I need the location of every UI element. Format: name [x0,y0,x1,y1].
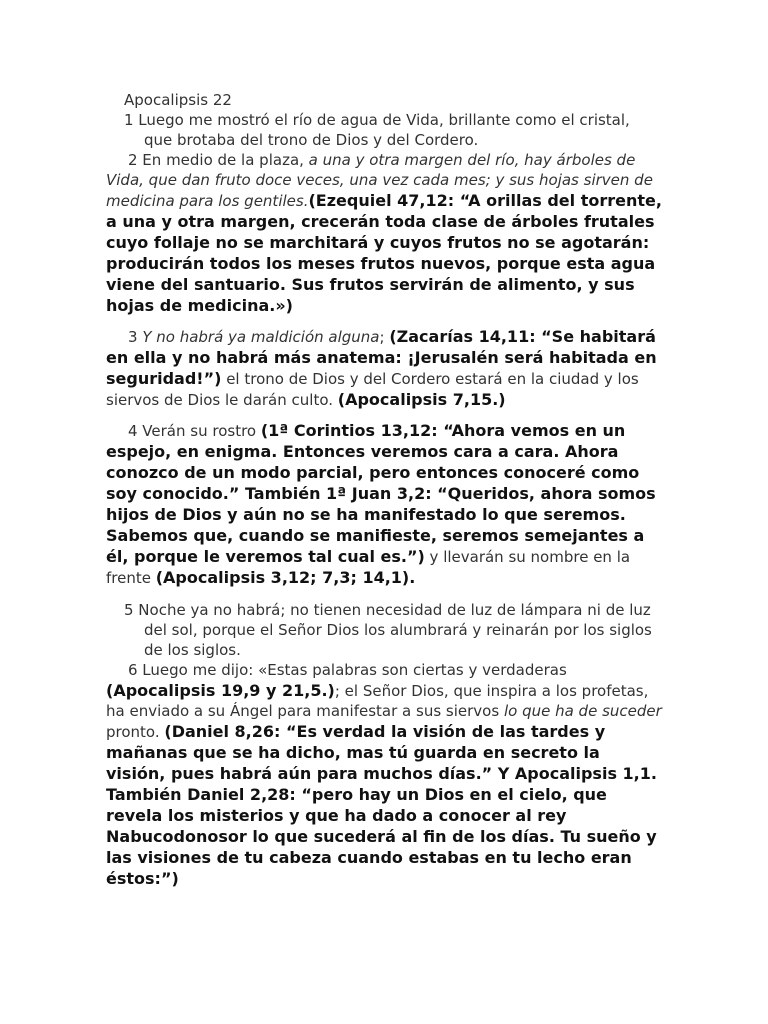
verse-3 [106,326,662,410]
verse-6-text-2: ; el Señor Dios, que inspira a los profetas, ha enviado a su Ángel para manifestar a sus siervos [106,682,649,720]
verse-4-text-1: 4 Verán su rostro [128,422,261,440]
verse-4-reference-2: (Apocalipsis 3,12; 7,3; 14,1). [155,568,416,587]
verse-3-reference-2: (Apocalipsis 7,15.) [337,390,506,409]
verse-6-italic: lo que ha de suceder [503,702,662,720]
verse-3-reference-1: (Zacarías 14,11: “Se habitará en ella y no habrá más anatema: ¡Jerusalén será habitada en seguridad!”) [106,327,657,388]
verse-4 [106,420,662,588]
verse-1: 1 Luego me mostró el río de agua de Vida, brillante como el cristal, que brotaba del trono de Dios y del Cordero. [124,111,630,149]
verse-2-italic: a una y otra margen del río, hay árboles de Vida, que dan fruto doce veces, una vez cada mes; y sus hojas sirven de medicina para los gentiles [106,151,653,210]
verse-3-num: 3 [128,328,143,346]
verse-2-dot: . [303,192,309,210]
verse-4-reference-1: (1ª Corintios 13,12: “Ahora vemos en un espejo, en enigma. Entonces veremos cara a cara. Ahora conozco de un modo parcial, pero entonces conoceré como soy conocido.” También 1ª Juan 3,2: “Queridos, ahora somos hijos de Dios y aún no se ha manifestado lo que seremos. Sabemos que, cuando se manifieste, seremos semejantes a él, porque le veremos tal cual es.”) [106,421,656,566]
verse-3-semi: ; [379,328,390,346]
verse-6-text-3: pronto. [106,723,165,741]
chapter-title: Apocalipsis 22 [124,91,232,109]
verse-6-text-1: 6 Luego me dijo: «Estas palabras son ciertas y verdaderas [128,661,567,679]
verse-6-reference-2: (Daniel 8,26: “Es verdad la visión de las tardes y mañanas que se ha dicho, mas tú guarda en secreto la visión, pues habrá aún para muchos días.” Y Apocalipsis 1,1. También Daniel 2,28: “pero hay un Dios en el cielo, que revela los misterios y que ha dado a conocer al rey Nabucodonosor lo que sucederá al fin de los días. Tu sueño y las visiones de tu cabeza cuando estabas en tu lecho eran éstos:”) [106,722,657,888]
verse-3-italic: Y no habrá ya maldición alguna [142,328,380,346]
verse-2 [106,150,662,316]
verse-5: 5 Noche ya no habrá; no tienen necesidad de luz de lámpara ni de luz del sol, porque el Señor Dios los alumbrará y reinarán por los siglos de los siglos. [124,601,652,659]
verse-6-reference-1: (Apocalipsis 19,9 y 21,5.) [106,681,335,700]
verse-2-reference: (Ezequiel 47,12: “A orillas del torrente, a una y otra margen, crecerán toda clase de árboles frutales cuyo follaje no se marchitará y cuyos frutos no se agotarán: producirán todos los meses frutos nuevos, porque esta agua viene del santuario. Sus frutos servirán de alimento, y sus hojas de medicina.») [106,191,662,315]
verse-6 [106,660,662,889]
verse-4-text-2: y llevarán su nombre en la frente [106,548,631,587]
verse-2-text: 2 En medio de la plaza, [128,151,309,169]
verse-3-text: el trono de Dios y del Cordero estará en la ciudad y los siervos de Dios le darán culto. [106,370,639,409]
